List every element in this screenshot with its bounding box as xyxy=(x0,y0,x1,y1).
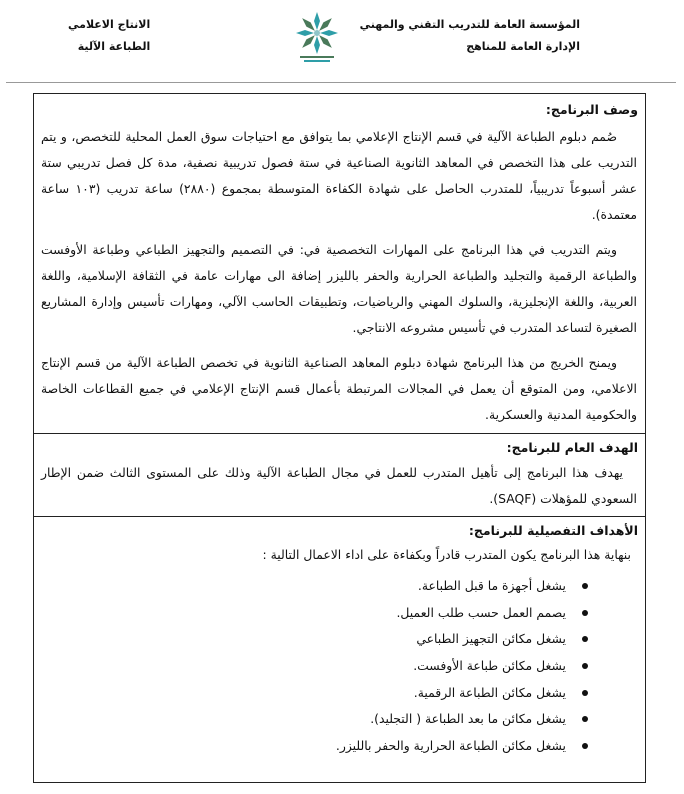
program-table xyxy=(33,93,646,783)
list-item xyxy=(336,653,588,680)
page-header xyxy=(0,0,684,80)
bullet-icon xyxy=(582,716,588,722)
list-item-text: يشغل مكائن الطباعة الرقمية. xyxy=(413,684,566,700)
bullet-icon xyxy=(582,636,588,642)
paragraph: ويتم التدريب في هذا البرنامج على المهارات التخصصية في: في التصميم والتجهيز الطباعي وطباعة الأوفست والطباعة الرقمية والتجليد والطباعة الحرارية والحفر بالليزر إضافة الى مهارات عامة في الثقافة الإسلامية، واللغة العربية، واللغة الإنجليزية، والسلوك المهني والرياضيات، وتطبيقات الحاسب الآلي، ومهارات تأسيس وإدارة المشاريع الصغيرة لتساعد المتدرب في تأسيس مشروعه الانتاجي. xyxy=(41,242,637,335)
list-item xyxy=(336,600,588,627)
dept-line-2: الطباعة الآلية xyxy=(77,40,151,53)
bullet-icon xyxy=(582,610,588,616)
list-item xyxy=(336,733,588,760)
paragraph: صُمم دبلوم الطباعة الآلية في قسم الإنتاج الإعلامي بما يتوافق مع احتياجات سوق العمل المحلية للتخصص، و يتم التدريب على هذا التخصص في المعاهد الثانوية الصناعية في ستة فصول تدريبية نصفية، مدة كل فصل تدريبي ستة عشر أسبوعاً تدريبياً، للمتدرب الحاصل على شهادة الكفاءة المتوسطة بمجموع (٢٨٨٠) ساعة تدريب (١٠٣ ساعة معتمدة). xyxy=(41,129,637,222)
section-detailed-goals xyxy=(34,516,645,782)
list-item-text: يشغل مكائن ما بعد الطباعة ( التجليد). xyxy=(370,711,566,727)
paragraph: يهدف هذا البرنامج إلى تأهيل المتدرب للعمل في مجال الطباعة الآلية وذلك على المستوى الثالث ضمن الإطار السعودي للمؤهلات (SAQF). xyxy=(41,465,637,506)
section-title: الهدف العام للبرنامج: xyxy=(506,440,638,455)
dept-line-1: الانتاج الاعلامي xyxy=(68,18,151,31)
department-name xyxy=(68,14,150,58)
bullet-icon xyxy=(582,690,588,696)
list-item-text: يشغل مكائن التجهيز الطباعي xyxy=(416,631,566,647)
header-divider xyxy=(6,82,676,83)
list-item xyxy=(336,680,588,707)
organization-name xyxy=(360,14,580,58)
bullet-icon xyxy=(582,583,588,589)
list-item-text: يصمم العمل حسب طلب العميل. xyxy=(396,604,566,620)
section-title: وصف البرنامج: xyxy=(545,102,638,117)
list-item-text: يشغل مكائن طباعة الأوفست. xyxy=(413,658,566,674)
goals-intro: بنهاية هذا البرنامج يكون المتدرب قادراً وبكفاءة على اداء الاعمال التالية : xyxy=(262,547,631,562)
bullet-icon xyxy=(582,743,588,749)
org-line-2: الإدارة العامة للمناهج xyxy=(466,40,580,53)
list-item xyxy=(336,626,588,653)
org-line-1: المؤسسة العامة للتدريب التقني والمهني xyxy=(359,18,580,31)
section-description xyxy=(34,94,645,433)
list-item xyxy=(336,706,588,733)
section-general-goal xyxy=(34,433,645,516)
list-item-text: يشغل مكائن الطباعة الحرارية والحفر بالليزر. xyxy=(335,738,566,754)
paragraph: ويمنح الخريج من هذا البرنامج شهادة دبلوم المعاهد الصناعية الثانوية في تخصص الطباعة الآلية من قسم الإنتاج الاعلامي، ومن المتوقع أن يعمل في المجالات المرتبطة بأعمال قسم الإنتاج الإعلامي في جميع القطاعات الخاصة والحكومية المدنية والعسكرية. xyxy=(41,355,637,422)
list-item xyxy=(336,573,588,600)
list-item-text: يشغل أجهزة ما قبل الطباعة. xyxy=(417,578,566,593)
goals-list xyxy=(336,573,588,760)
bullet-icon xyxy=(582,663,588,669)
section-title: الأهداف التفصيلية للبرنامج: xyxy=(468,523,638,538)
tvtc-logo-icon xyxy=(288,6,346,64)
